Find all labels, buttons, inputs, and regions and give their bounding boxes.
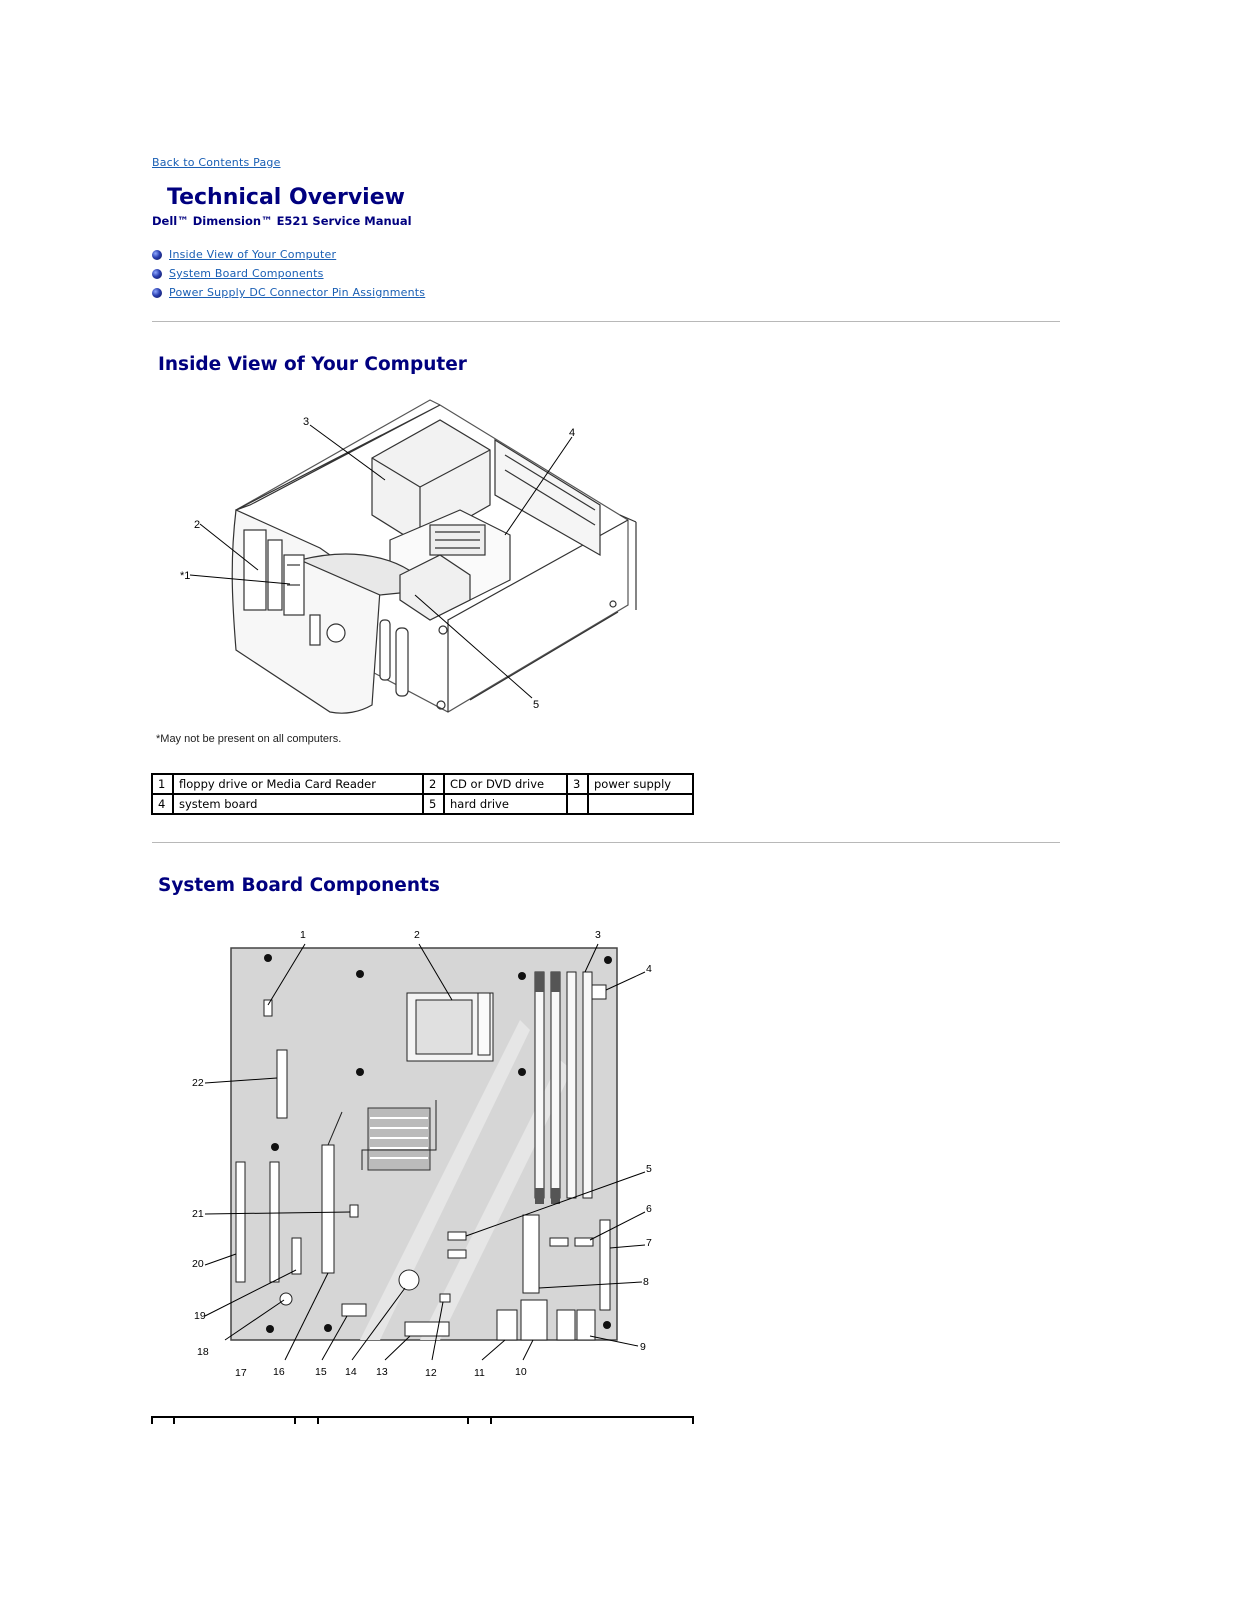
toc-item (152, 283, 425, 302)
callout-label: 22 (192, 1077, 204, 1089)
page-title: Technical Overview (167, 185, 405, 210)
footnote: *May not be present on all computers. (156, 733, 342, 745)
table-row (152, 774, 693, 794)
callout-label: 3 (595, 929, 601, 941)
inside-view-heading: Inside View of Your Computer (158, 354, 467, 375)
callout-label: 17 (235, 1367, 247, 1379)
computer-inside-view-illustration (170, 390, 650, 730)
callout-label: 3 (303, 416, 310, 428)
section-divider (152, 842, 1060, 843)
callout-label: 14 (345, 1366, 357, 1378)
callout-label: 19 (194, 1310, 206, 1322)
callout-label: 6 (646, 1203, 652, 1215)
table-row (152, 794, 693, 814)
callout-label: 4 (569, 427, 576, 439)
toc-link-inside-view[interactable]: Inside View of Your Computer (169, 248, 337, 261)
toc-item (152, 264, 425, 283)
bullet-icon (152, 250, 162, 260)
part-number: 2 (423, 774, 444, 794)
part-label: CD or DVD drive (444, 774, 567, 794)
system-board-illustration (180, 925, 660, 1385)
inside-view-parts-table (151, 773, 694, 815)
part-number (567, 794, 588, 814)
bullet-icon (152, 288, 162, 298)
part-label: system board (173, 794, 423, 814)
section-divider (152, 321, 1060, 322)
callout-label: 16 (273, 1366, 285, 1378)
part-label: power supply (588, 774, 693, 794)
callout-label: 1 (300, 929, 306, 941)
part-label (588, 794, 693, 814)
callout-label: 5 (646, 1163, 652, 1175)
callout-label: 13 (376, 1366, 388, 1378)
callout-label: 11 (474, 1367, 485, 1379)
table-of-contents (152, 245, 425, 302)
part-number: 5 (423, 794, 444, 814)
toc-link-system-board[interactable]: System Board Components (169, 267, 324, 280)
callout-leader (415, 595, 532, 698)
back-to-contents-link[interactable]: Back to Contents Page (152, 156, 281, 169)
part-number: 4 (152, 794, 173, 814)
callout-label: 15 (315, 1366, 327, 1378)
toc-link-power-supply-pins[interactable]: Power Supply DC Connector Pin Assignments (169, 286, 426, 299)
callout-label: 7 (646, 1237, 652, 1249)
callout-label: 9 (640, 1341, 646, 1353)
callout-label: 18 (197, 1346, 209, 1358)
callout-label: 8 (643, 1276, 649, 1288)
bullet-icon (152, 269, 162, 279)
callout-label: 10 (515, 1366, 527, 1378)
part-number: 3 (567, 774, 588, 794)
callout-label: 21 (192, 1208, 204, 1220)
toc-item (152, 245, 425, 264)
part-number: 1 (152, 774, 173, 794)
callout-label: *1 (180, 570, 191, 582)
callout-label: 2 (194, 519, 201, 531)
callout-label: 12 (425, 1367, 437, 1379)
part-label: hard drive (444, 794, 567, 814)
manual-subtitle: Dell™ Dimension™ E521 Service Manual (152, 214, 412, 228)
callout-label: 4 (646, 963, 652, 975)
callout-label: 5 (533, 699, 540, 711)
system-board-heading: System Board Components (158, 875, 440, 896)
callout-leader (310, 425, 385, 480)
part-label: floppy drive or Media Card Reader (173, 774, 423, 794)
system-board-parts-table-edge (151, 1416, 694, 1424)
callout-label: 2 (414, 929, 420, 941)
callout-label: 20 (192, 1258, 204, 1270)
